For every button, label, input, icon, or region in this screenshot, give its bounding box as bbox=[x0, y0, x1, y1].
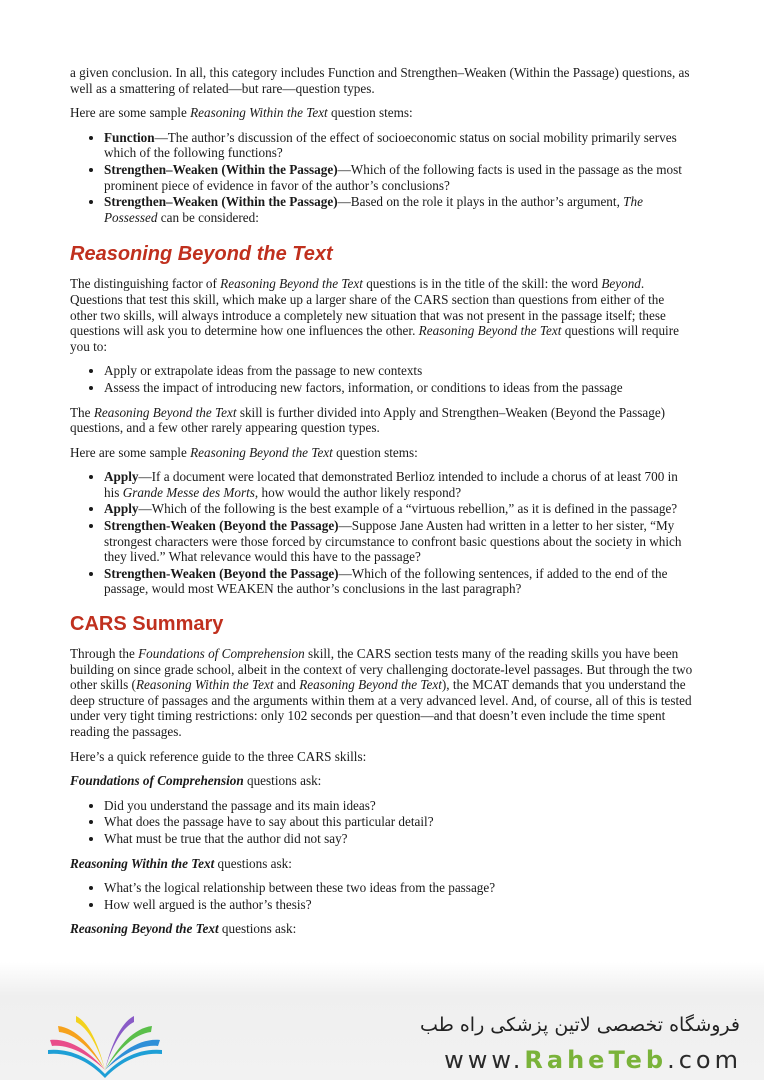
list-item: • What must be true that the author did not say? bbox=[104, 831, 694, 847]
list-item: • Did you understand the passage and its main ideas? bbox=[104, 798, 694, 814]
beyond-paragraph: The distinguishing factor of Reasoning Beyond the Text questions is in the title of the skill: the word Beyond. Questions that test this skill, which make up a larger share of the CARS section than questions from either of the other two skills, will always introduce a completely new situation that was not present in the passage itself; these questions will ask you to determine how one influences the other. Reasoning Beyond the Text questions will require you to: bbox=[70, 276, 679, 354]
beyond-skills-list bbox=[70, 363, 694, 395]
page-content bbox=[70, 65, 694, 946]
beyond-subdivision-paragraph: The Reasoning Beyond the Text skill is further divided into Apply and Strengthen–Weaken (Beyond the Passage) questions, and a few other rarely appearing question types. bbox=[70, 404, 666, 436]
list-item: • Strengthen-Weaken (Beyond the Passage)—Suppose Jane Austen had written in a letter to her sister, “My strongest characters were those forced by circumstance to confront basic questions about the society in which they lived.” What relevance would this have to the passage? bbox=[104, 518, 694, 565]
book-logo-icon bbox=[40, 1012, 170, 1083]
beyond-label: Reasoning Beyond the Text questions ask: bbox=[70, 921, 297, 937]
reference-guide-lead: Here’s a quick reference guide to the three CARS skills: bbox=[70, 748, 367, 764]
beyond-stems-lead: Here are some sample Reasoning Beyond the Text question stems: bbox=[70, 444, 418, 460]
list-item: • Strengthen–Weaken (Within the Passage)—Which of the following facts is used in the passage as the most prominent piece of evidence in favor of the author’s conclusions? bbox=[104, 162, 694, 193]
section-heading-beyond: Reasoning Beyond the Text bbox=[70, 243, 333, 266]
list-item: • What’s the logical relationship between these two ideas from the passage? bbox=[104, 880, 694, 896]
within-label: Reasoning Within the Text questions ask: bbox=[70, 855, 292, 871]
within-list bbox=[70, 880, 694, 912]
list-item: • Apply—Which of the following is the best example of a “virtuous rebellion,” as it is defined in the passage? bbox=[104, 501, 694, 517]
list-item: • What does the passage have to say about this particular detail? bbox=[104, 814, 694, 830]
list-item: • Strengthen–Weaken (Within the Passage)—Based on the role it plays in the author’s argument, The Possessed can be considered: bbox=[104, 194, 694, 225]
watermark-footer bbox=[0, 962, 764, 1080]
list-item: • How well argued is the author’s thesis? bbox=[104, 897, 694, 913]
foundations-list bbox=[70, 798, 694, 847]
store-url: www.RaheTeb.com bbox=[444, 1046, 742, 1074]
intro-paragraph: a given conclusion. In all, this category includes Function and Strengthen–Weaken (Within the Passage) questions, as well as a smattering of related—but rare—question types. bbox=[70, 65, 690, 96]
list-item: • Apply—If a document were located that demonstrated Berlioz intended to include a chorus of at least 700 in his Grande Messe des Morts, how would the author likely respond? bbox=[104, 469, 694, 500]
foundations-label: Foundations of Comprehension questions ask: bbox=[70, 773, 322, 789]
section-heading-summary: CARS Summary bbox=[70, 613, 224, 636]
list-item: • Apply or extrapolate ideas from the passage to new contexts bbox=[104, 363, 694, 379]
list-item: • Function—The author’s discussion of the effect of socioeconomic status on social mobility primarily serves which of the following functions? bbox=[104, 130, 694, 161]
beyond-stems-list bbox=[70, 469, 694, 597]
store-name: فروشگاه تخصصی لاتین پزشکی راه طب bbox=[420, 1014, 740, 1036]
within-stems-list bbox=[70, 130, 694, 226]
list-item: • Strengthen-Weaken (Beyond the Passage)—Which of the following sentences, if added to the end of the passage, would most WEAKEN the author’s conclusions in the last paragraph? bbox=[104, 566, 694, 597]
summary-paragraph: Through the Foundations of Comprehension skill, the CARS section tests many of the reading skills you have been building on since grade school, albeit in the context of very challenging doctorate-level passages. But through the two other skills (Reasoning Within the Text and Reasoning Beyond the Text), the MCAT demands that you understand the deep structure of passages and the arguments within them at a very advanced level. And, of course, all of this is tested under very tight timing restrictions: only 102 seconds per question—and that doesn’t even include the time spent reading the passages. bbox=[70, 646, 693, 739]
intro-stems-lead: Here are some sample Reasoning Within the Text question stems: bbox=[70, 105, 413, 121]
list-item: • Assess the impact of introducing new factors, information, or conditions to ideas from the passage bbox=[104, 380, 694, 396]
